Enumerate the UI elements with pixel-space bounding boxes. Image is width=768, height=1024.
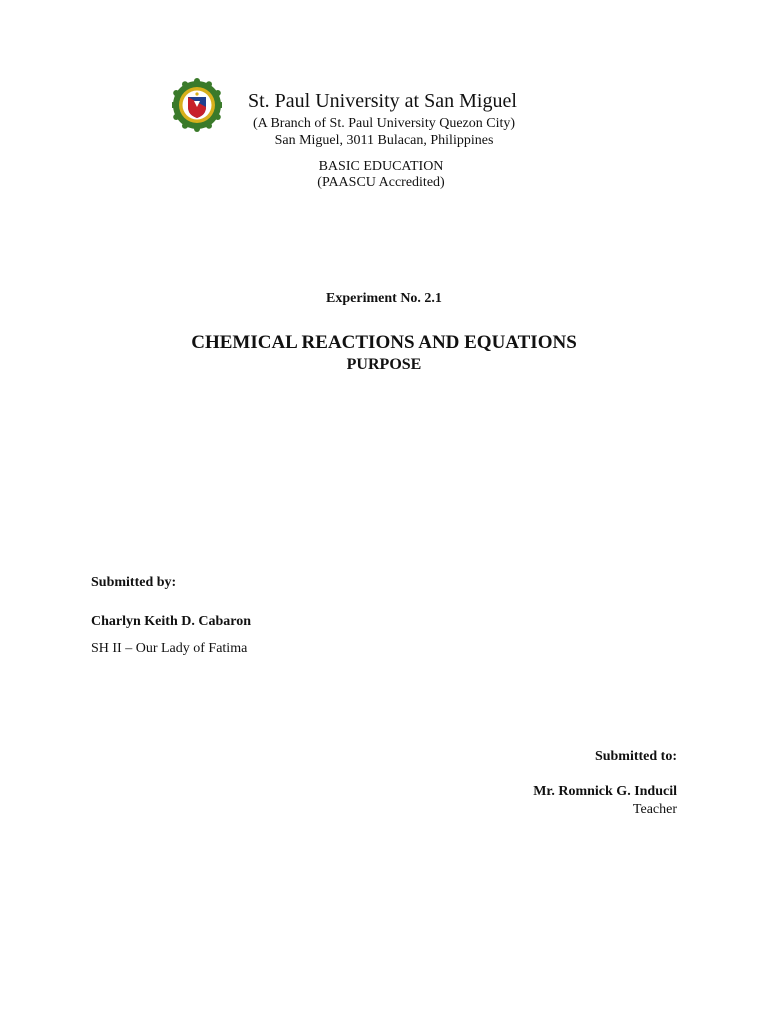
teacher-role: Teacher (632, 802, 677, 817)
submitted-by-label: Submitted by: (91, 575, 177, 590)
student-name: Charlyn Keith D. Cabaron (91, 614, 251, 629)
report-title: CHEMICAL REACTIONS AND EQUATIONS (191, 332, 577, 353)
school-header (172, 78, 592, 198)
student-section: SH II – Our Lady of Fatima (91, 641, 248, 656)
school-address: San Miguel, 3011 Bulacan, Philippines (274, 133, 494, 148)
submitted-to-block (533, 749, 677, 818)
report-subtitle: PURPOSE (346, 356, 422, 373)
school-department: BASIC EDUCATION (318, 159, 444, 174)
submitted-to-label: Submitted to: (594, 749, 677, 764)
teacher-name: Mr. Romnick G. Inducil (533, 784, 677, 799)
school-accreditation: (PAASCU Accredited) (317, 175, 445, 190)
school-branch: (A Branch of St. Paul University Quezon City) (252, 116, 516, 131)
school-name: St. Paul University at San Miguel (248, 90, 517, 112)
experiment-number: Experiment No. 2.1 (326, 291, 442, 306)
